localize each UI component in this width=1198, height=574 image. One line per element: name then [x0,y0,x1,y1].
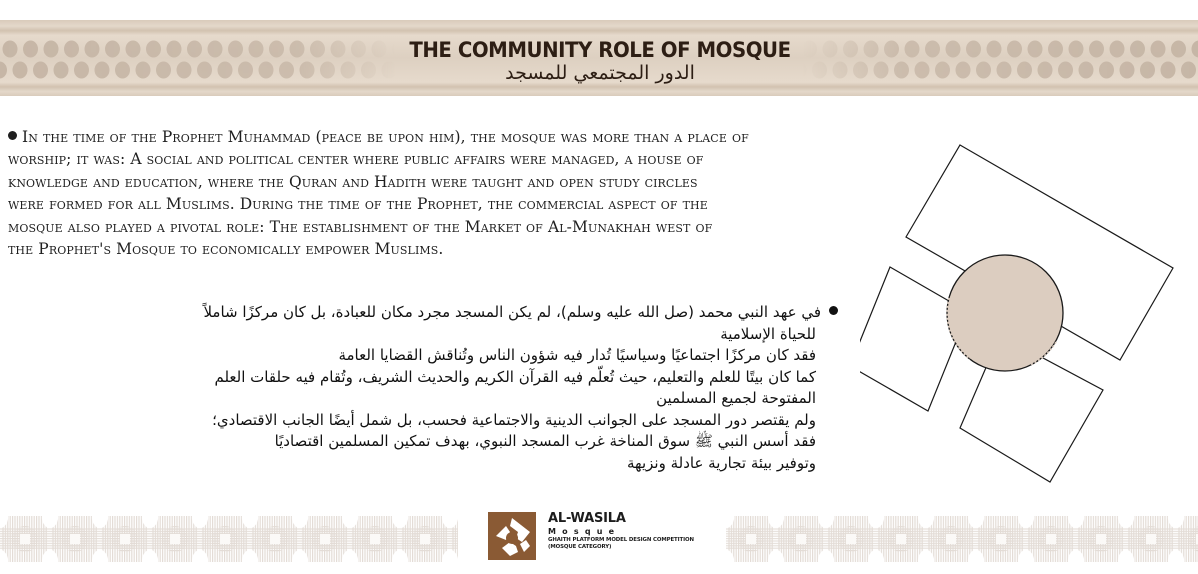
arabic-line: في عهد النبي محمد (صل الله عليه وسلم)، لم يكن المسجد مجرد مكان للعبادة، بل كان مركزًا شاملاً [20,302,838,324]
arabic-line: للحياة الإسلامية [720,324,816,343]
arabic-line: فقد كان مركزًا اجتماعيًا وسياسيًا تُدار فيه شؤون الناس وتُناقش القضايا العامة [338,346,816,364]
english-line: worship; it was: A social and political center where public affairs were managed, a house of [8,150,704,169]
arabic-line: فقد أسس النبي ﷺ سوق المناخة غرب المسجد النبوي، بهدف تمكين المسلمين اقتصاديًا [274,432,816,450]
arabic-paragraph [20,302,838,474]
mosque-layout-diagram [860,130,1198,490]
logo-mark-icon [488,512,536,560]
header-title [380,38,820,88]
english-line: the Prophet's Mosque to economically empower Muslims. [8,240,444,259]
arabic-line: المفتوحة لجميع المسلمين [656,389,816,407]
english-line: In the time of the Prophet Muhammad (peace be upon him), the mosque was more than a place of [8,126,838,148]
english-line: were formed for all Muslims. During the time of the Prophet, the commercial aspect of the [8,195,708,214]
competition-category: (MOSQUE CATEGORY) [548,544,612,550]
logo-subtitle: Mosque [548,527,621,536]
header-band [0,20,1198,96]
page-title-arabic: الدور المجتمعي للمسجد [505,62,695,84]
english-paragraph [8,126,838,260]
footer-pattern-right [726,514,1198,564]
arabic-line: وتوفير بيئة تجارية عادلة ونزيهة [626,453,816,472]
arabic-line: كما كان بيتًا للعلم والتعليم، حيث تُعلّم فيه القرآن الكريم والحديث الشريف، وتُقام فيه حلقات العلم [214,367,816,386]
page-title-english: THE COMMUNITY ROLE OF MOSQUE [409,38,791,62]
bullet-icon [829,306,838,315]
logo-text [548,512,728,551]
english-line: knowledge and education, where the Quran and Hadith were taught and open study circles [8,172,698,191]
bullet-icon [8,131,17,140]
competition-line: GHAITH PLATFORM MODEL DESIGN COMPETITION [548,537,694,543]
logo-name: AL-WASILA [548,511,626,526]
arabic-line: ولم يقتصر دور المسجد على الجوانب الدينية والاجتماعية فحسب، بل شمل أيضًا الجانب الاقتصادي؛ [212,410,816,429]
footer-pattern-left [0,514,458,564]
logo [488,512,536,560]
english-line: mosque also played a pivotal role: The establishment of the Market of Al-Munakhah west of [8,217,713,236]
